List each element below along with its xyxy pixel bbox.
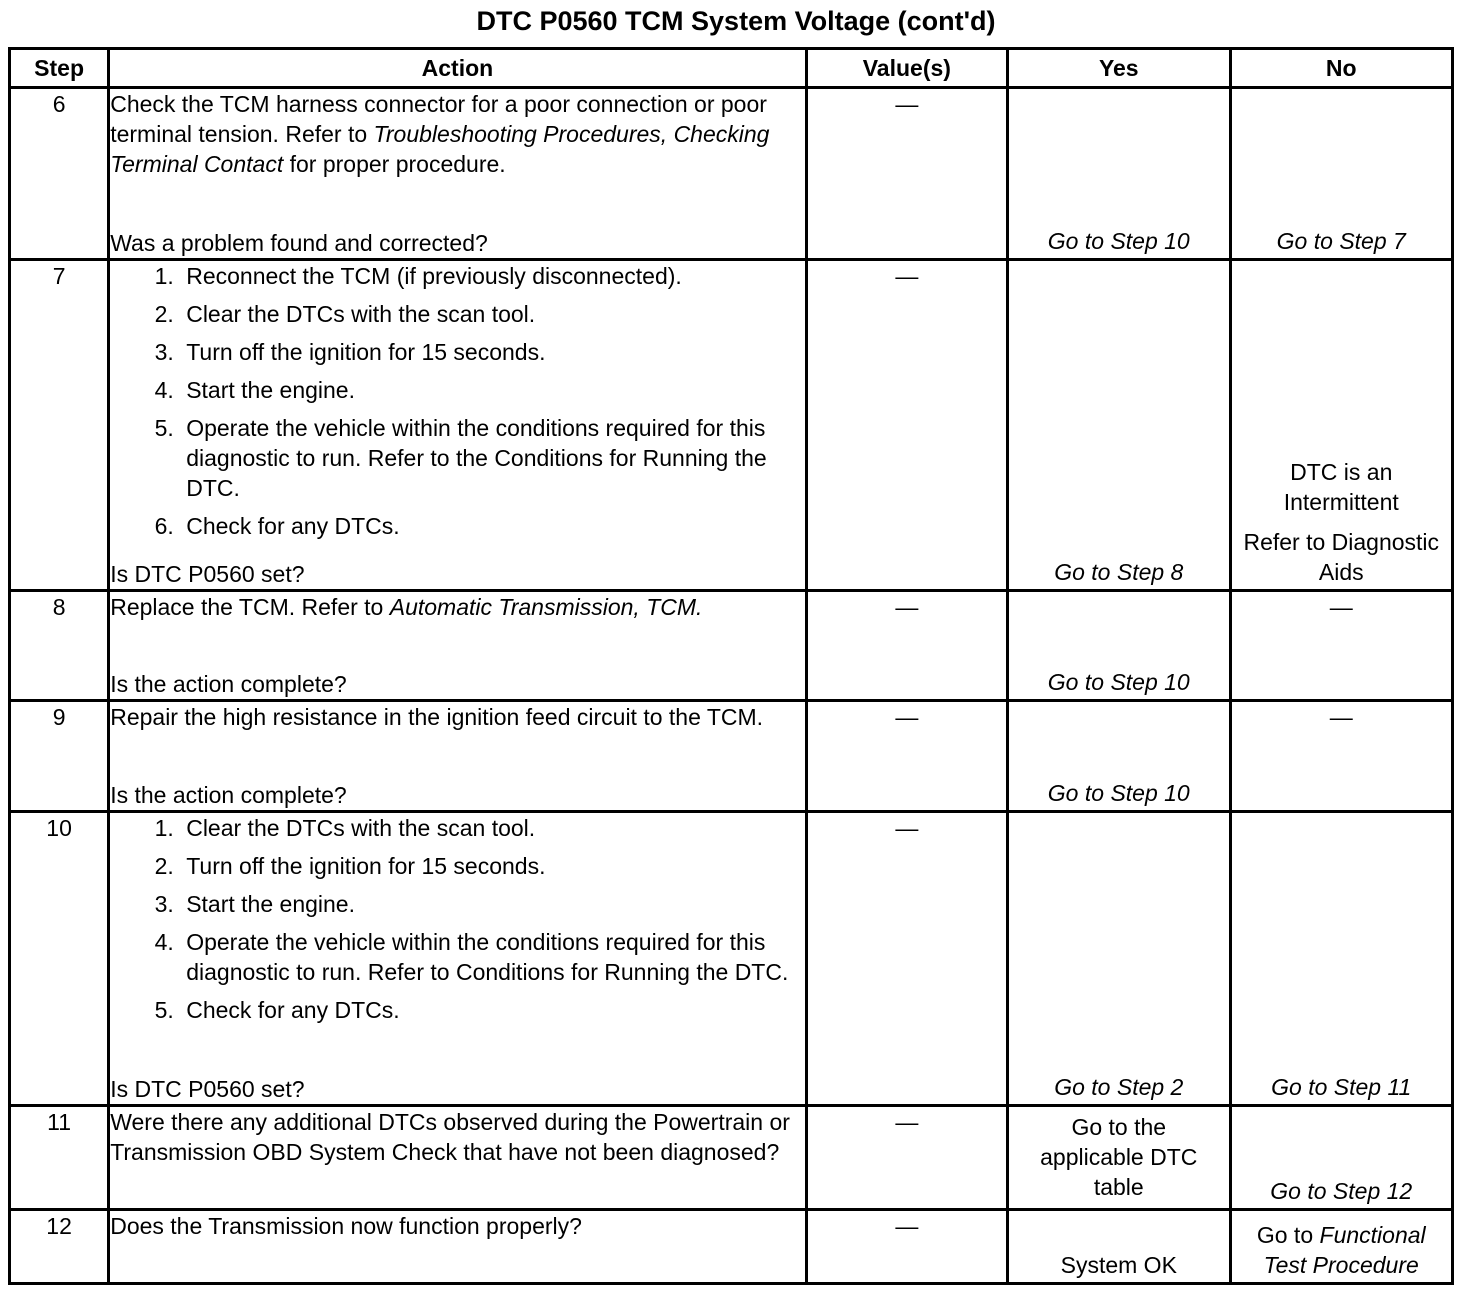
action-text: Were there any additional DTCs observed during the Powertrain or Transmission OBD System Check that have not been diagnosed?	[110, 1108, 790, 1165]
value-dash: —	[895, 91, 919, 117]
list-item: 5. Check for any DTCs.	[180, 995, 804, 1025]
value-dash: —	[895, 814, 919, 841]
step-number: 6	[10, 88, 109, 260]
yes-cell	[1008, 701, 1230, 811]
step-number: 9	[10, 701, 109, 811]
no-link[interactable]	[1236, 1220, 1448, 1280]
action-cell	[109, 260, 806, 591]
value-dash: —	[895, 1212, 919, 1239]
action-question: Is DTC P0560 set?	[110, 1075, 305, 1102]
yes-link[interactable]: Go to Step 2	[1054, 1073, 1184, 1100]
yes-link[interactable]: Go to Step 10	[1047, 779, 1190, 806]
action-text	[110, 89, 804, 179]
no-text-intermittent: DTC is an Intermittent	[1283, 459, 1399, 516]
action-steps-list	[110, 813, 804, 1033]
yes-cell	[1008, 811, 1230, 1105]
table-row	[10, 88, 1453, 260]
yes-cell	[1008, 591, 1230, 701]
action-text: Does the Transmission now function properly?	[110, 1212, 582, 1239]
value-cell	[806, 260, 1007, 591]
yes-link[interactable]: Go to the applicable DTC table	[1040, 1114, 1198, 1201]
yes-link[interactable]: Go to Step 8	[1054, 559, 1184, 586]
yes-cell	[1008, 1209, 1230, 1283]
no-dash: —	[1329, 704, 1353, 731]
no-cell	[1230, 1105, 1453, 1209]
no-link[interactable]: Go to Step 12	[1270, 1177, 1413, 1204]
value-dash: —	[895, 594, 919, 621]
step-number: 10	[10, 811, 109, 1105]
list-item: 4. Start the engine.	[180, 375, 804, 405]
value-dash: —	[895, 704, 919, 731]
diagnostic-table	[8, 47, 1454, 1285]
action-steps-list	[110, 261, 804, 549]
no-link[interactable]: Go to Step 7	[1276, 228, 1406, 255]
header-values: Value(s)	[806, 49, 1007, 88]
page-title: DTC P0560 TCM System Voltage (cont'd)	[476, 6, 996, 36]
table-row	[10, 1105, 1453, 1209]
value-cell	[806, 811, 1007, 1105]
table-row	[10, 701, 1453, 811]
yes-text: System OK	[1060, 1252, 1177, 1278]
value-cell	[806, 88, 1007, 260]
yes-cell	[1008, 1105, 1230, 1209]
list-item: 2. Clear the DTCs with the scan tool.	[180, 299, 804, 329]
list-item: 6. Check for any DTCs.	[180, 511, 804, 541]
list-item: 3. Start the engine.	[180, 889, 804, 919]
step-number: 11	[10, 1105, 109, 1209]
header-row	[10, 49, 1453, 88]
value-cell	[806, 701, 1007, 811]
action-text	[110, 592, 804, 622]
value-cell	[806, 1105, 1007, 1209]
step-number: 7	[10, 260, 109, 591]
header-no: No	[1230, 49, 1453, 88]
step-number: 8	[10, 591, 109, 701]
no-cell	[1230, 260, 1453, 591]
value-cell	[806, 591, 1007, 701]
table-row	[10, 260, 1453, 591]
no-cell	[1230, 701, 1453, 811]
header-step: Step	[10, 49, 109, 88]
list-item: 4. Operate the vehicle within the conditions required for this diagnostic to run. Refer to Conditions for Running the DTC.	[180, 927, 804, 987]
yes-link[interactable]: Go to Step 10	[1047, 669, 1190, 696]
yes-link[interactable]: Go to Step 10	[1047, 228, 1190, 255]
table-row	[10, 1209, 1453, 1283]
action-reference: Troubleshooting Procedures, Checking Terminal Contact	[110, 121, 770, 177]
no-link-prefix: Go to	[1256, 1222, 1320, 1248]
value-cell	[806, 1209, 1007, 1283]
action-question: Is the action complete?	[110, 671, 347, 698]
action-cell	[109, 701, 806, 811]
no-cell	[1230, 811, 1453, 1105]
action-cell	[109, 591, 806, 701]
action-text-part: for proper procedure.	[283, 151, 506, 177]
list-item: 1. Clear the DTCs with the scan tool.	[180, 813, 804, 843]
action-question: Is DTC P0560 set?	[110, 561, 305, 588]
action-text: Repair the high resistance in the ignition feed circuit to the TCM.	[110, 704, 764, 731]
action-text-part: Check the TCM harness connector for a poor connection or poor terminal tension. Refer to	[110, 91, 767, 147]
no-cell	[1230, 591, 1453, 701]
list-item: 1. Reconnect the TCM (if previously disconnected).	[180, 261, 804, 291]
action-cell	[109, 1105, 806, 1209]
header-yes: Yes	[1008, 49, 1230, 88]
table-row	[10, 591, 1453, 701]
yes-cell	[1008, 88, 1230, 260]
no-cell	[1230, 88, 1453, 260]
action-cell	[109, 811, 806, 1105]
step-number: 12	[10, 1209, 109, 1283]
action-text-part: Replace the TCM. Refer to	[110, 594, 390, 621]
action-question: Is the action complete?	[110, 781, 347, 808]
no-cell	[1230, 1209, 1453, 1283]
no-text-refer[interactable]: Refer to Diagnostic Aids	[1243, 529, 1440, 586]
action-cell	[109, 88, 806, 260]
action-cell	[109, 1209, 806, 1283]
action-question: Was a problem found and corrected?	[110, 230, 488, 257]
action-reference: Automatic Transmission, TCM.	[389, 594, 703, 621]
value-dash: —	[895, 1108, 919, 1135]
yes-cell	[1008, 260, 1230, 591]
value-dash: —	[895, 263, 919, 290]
header-action: Action	[109, 49, 806, 88]
table-row	[10, 811, 1453, 1105]
no-link-reference: Functional Test Procedure	[1263, 1222, 1426, 1278]
list-item: 2. Turn off the ignition for 15 seconds.	[180, 851, 804, 881]
no-link[interactable]: Go to Step 11	[1271, 1073, 1412, 1100]
no-dash: —	[1329, 594, 1353, 621]
list-item: 3. Turn off the ignition for 15 seconds.	[180, 337, 804, 367]
list-item: 5. Operate the vehicle within the conditions required for this diagnostic to run. Refer to the Conditions for Running the DTC.	[180, 413, 804, 503]
